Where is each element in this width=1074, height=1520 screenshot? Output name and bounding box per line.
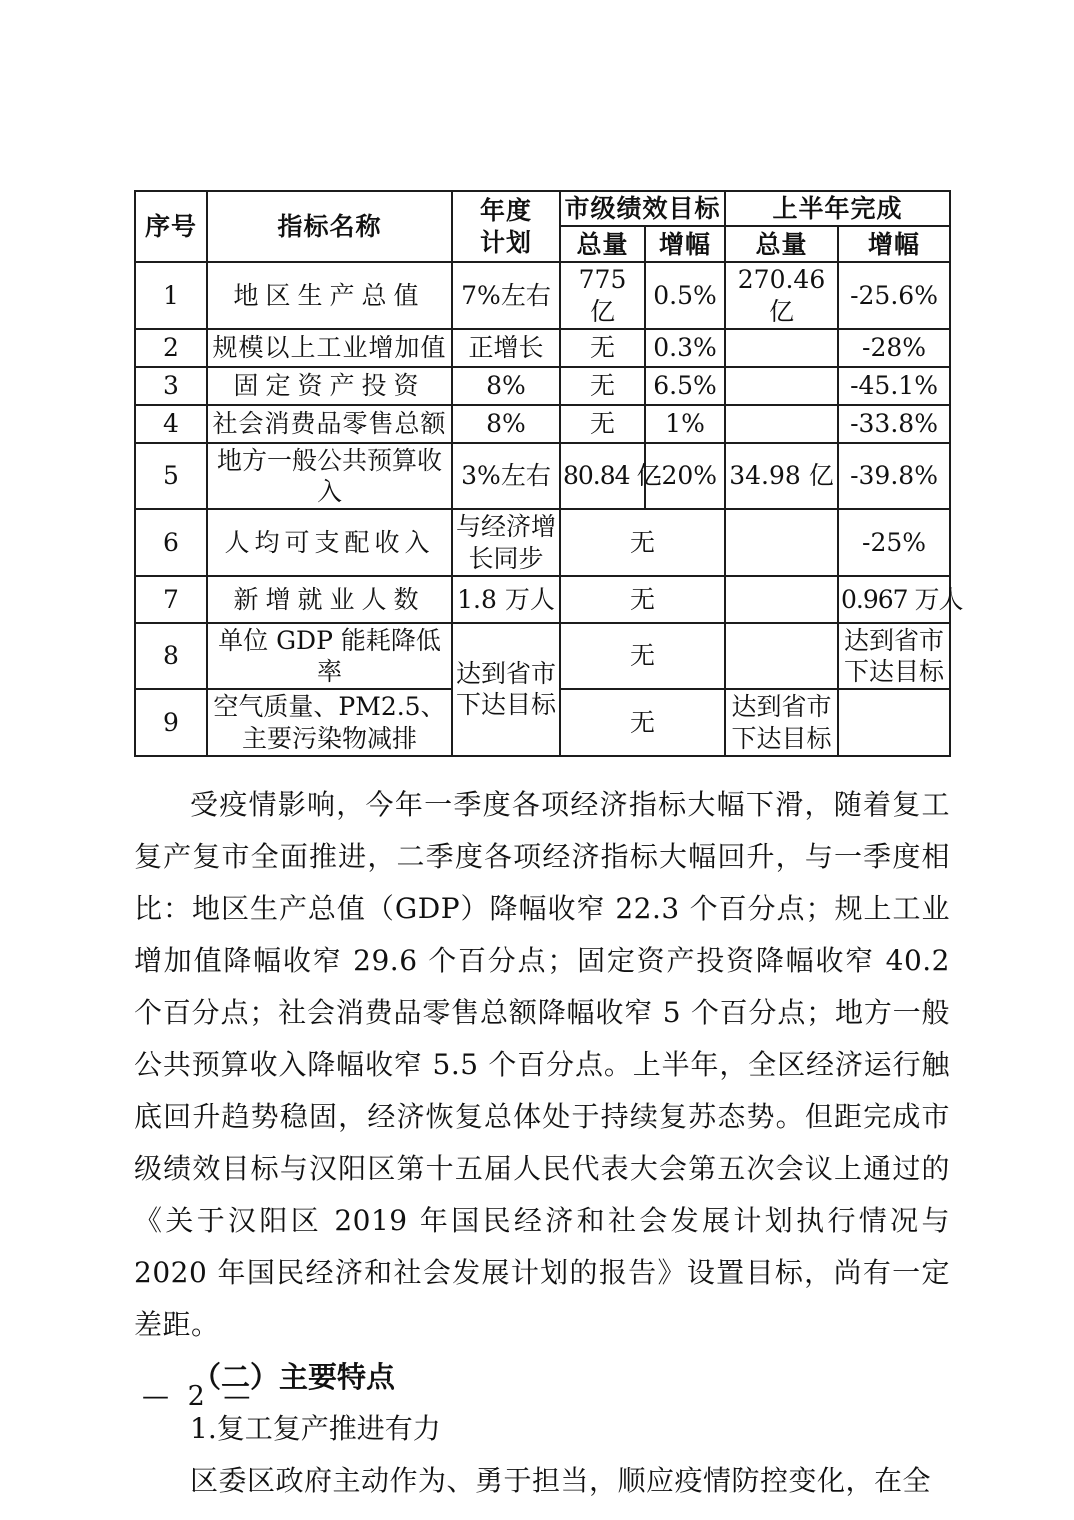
cell-annual-plan: 1.8 万人: [452, 576, 560, 623]
col-group-half-year: 上半年完成: [725, 191, 950, 226]
section-heading-main-features: （二）主要特点: [192, 1359, 396, 1394]
page-content: [134, 190, 963, 1507]
annual-plan-line1: 年度: [479, 196, 532, 226]
subcol-city-growth: 增幅: [645, 226, 725, 262]
cell-half-total: [725, 329, 838, 367]
cell-indicator-name: 空气质量、PM2.5、主要污染物减排: [207, 689, 452, 756]
cell-no: 4: [135, 405, 207, 443]
paragraph-district-government: 区委区政府主动作为、勇于担当，顺应疫情防控变化，在全: [190, 1463, 932, 1497]
cell-indicator-name: 单位 GDP 能耗降低率: [207, 623, 452, 690]
cell-city-total: 无: [560, 329, 645, 367]
cell-city-total: 无: [560, 405, 645, 443]
cell-city-target-merged: 无: [560, 689, 725, 756]
cell-half-growth: -33.8%: [838, 405, 950, 443]
cell-no: 9: [135, 689, 207, 756]
cell-annual-plan: 正增长: [452, 329, 560, 367]
table-row-8: [135, 623, 950, 690]
cell-no: 3: [135, 367, 207, 405]
cell-no: 5: [135, 443, 207, 510]
body-text: [134, 779, 950, 1507]
cell-half-growth: -25.6%: [838, 262, 950, 329]
subcol-city-total: 总量: [560, 226, 645, 262]
cell-half-growth: -39.8%: [838, 443, 950, 510]
table-row-4: [135, 405, 950, 443]
cell-no: 7: [135, 576, 207, 623]
cell-city-total: 无: [560, 367, 645, 405]
subcol-half-total: 总量: [725, 226, 838, 262]
cell-city-target-merged: 无: [560, 509, 725, 576]
col-header-annual-plan: [452, 191, 560, 262]
table-header-row-groups: [135, 191, 950, 226]
col-group-city-target: 市级绩效目标: [560, 191, 725, 226]
table-row-7: [135, 576, 950, 623]
cell-annual-plan-merged: 达到省市下达目标: [452, 623, 560, 756]
col-header-indicator-name: 指标名称: [207, 191, 452, 262]
cell-city-growth: -20%: [645, 443, 725, 510]
table-row-5: [135, 443, 950, 510]
cell-city-growth: 6.5%: [645, 367, 725, 405]
cell-indicator-name: 人均可支配收入: [207, 509, 452, 576]
annual-plan-line2: 计划: [479, 227, 532, 257]
col-header-number: 序号: [135, 191, 207, 262]
cell-half-growth: -45.1%: [838, 367, 950, 405]
cell-indicator-name: 新增就业人数: [207, 576, 452, 623]
table-row-2: [135, 329, 950, 367]
cell-half-total: 270.46 亿: [725, 262, 838, 329]
cell-half-growth: [838, 689, 950, 756]
performance-indicators-table: [134, 190, 963, 757]
cell-annual-plan: 7%左右: [452, 262, 560, 329]
cell-half-growth: 达到省市下达目标: [838, 623, 950, 690]
cell-city-growth: 0.5%: [645, 262, 725, 329]
cell-half-total: 34.98 亿: [725, 443, 838, 510]
cell-half-total: [725, 576, 838, 623]
cell-city-target-merged: 无: [560, 623, 725, 690]
cell-city-target-merged: 无: [560, 576, 725, 623]
table-row-1: [135, 262, 950, 329]
cell-indicator-name: 固定资产投资: [207, 367, 452, 405]
cell-no: 8: [135, 623, 207, 690]
paragraph-economic-analysis: 受疫情影响，今年一季度各项经济指标大幅下滑，随着复工复产复市全面推进，二季度各项经济指标大幅回升，与一季度相比：地区生产总值（GDP）降幅收窄 22.3 个百分点；规上工业增加值降幅收窄 29.6 个百分点；固定资产投资降幅收窄 40.2 个百分点；社会消费品零售总额降幅收窄 5 个百分点；地方一般公共预算收入降幅收窄 5.5 个百分点。上半年，全区经济运行触底回升趋势稳固，经济恢复总体处于持续复苏态势。但距完成市级绩效目标与汉阳区第十五届人民代表大会第五次会议上通过的《关于汉阳区 2019 年国民经济和社会发展计划执行情况与 2020 年国民经济和社会发展计划的报告》设置目标，尚有一定差距。: [134, 787, 950, 1341]
table-row-3: [135, 367, 950, 405]
cell-annual-plan: 与经济增长同步: [452, 509, 560, 576]
cell-half-growth: -28%: [838, 329, 950, 367]
cell-indicator-name: 规模以上工业增加值: [207, 329, 452, 367]
cell-annual-plan: 8%: [452, 367, 560, 405]
cell-city-growth: 0.3%: [645, 329, 725, 367]
cell-no: 6: [135, 509, 207, 576]
cell-city-total: 80.84 亿: [560, 443, 645, 510]
cell-half-total: 达到省市下达目标: [725, 689, 838, 756]
subheading-work-resumption: 1.复工复产推进有力: [190, 1411, 441, 1445]
cell-annual-plan: 3%左右: [452, 443, 560, 510]
cell-city-growth: 1%: [645, 405, 725, 443]
cell-half-total: [725, 623, 838, 690]
cell-no: 1: [135, 262, 207, 329]
cell-half-total: [725, 509, 838, 576]
cell-half-growth: 0.967 万人: [838, 576, 950, 623]
cell-no: 2: [135, 329, 207, 367]
table-row-6: [135, 509, 950, 576]
cell-annual-plan: 8%: [452, 405, 560, 443]
cell-half-total: [725, 367, 838, 405]
cell-indicator-name: 地区生产总值: [207, 262, 452, 329]
cell-indicator-name: 社会消费品零售总额: [207, 405, 452, 443]
cell-city-total: 775 亿: [560, 262, 645, 329]
cell-half-total: [725, 405, 838, 443]
page-number-footer: — 2 —: [142, 1381, 251, 1412]
cell-half-growth: -25%: [838, 509, 950, 576]
subcol-half-growth: 增幅: [838, 226, 950, 262]
cell-indicator-name: 地方一般公共预算收入: [207, 443, 452, 510]
